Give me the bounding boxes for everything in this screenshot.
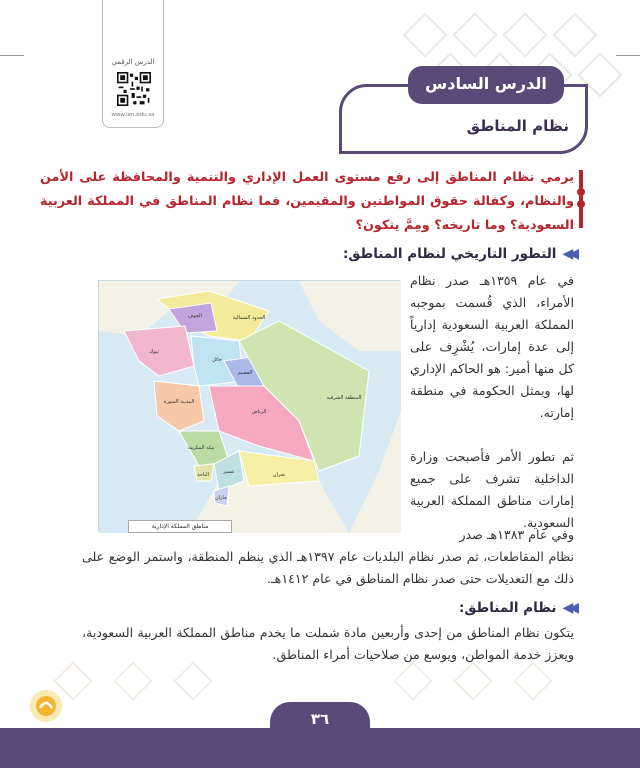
logo-icon bbox=[28, 688, 64, 724]
lesson-number: الدرس السادس bbox=[408, 66, 564, 104]
section-heading-text: نظام المناطق: bbox=[458, 600, 557, 616]
intro-paragraph: يرمي نظام المناطق إلى رفع مستوى العمل الإداري والتنمية والمحافظة على الأمن والنظام، وكفالة حقوق المواطنين والمقيمين، فما نظام المناطق في المملكة العربية السعودية؟ وما تاريخه؟ ومِمَّ يتكون؟ bbox=[40, 170, 574, 233]
region-label: نجران bbox=[272, 472, 286, 478]
paragraph-regions: يتكون نظام المناطق من إحدى وأربعين مادة شملت ما يخدم مناطق المملكة العربية السعودية، ويعزز خدمة المواطن، ويوسع من صلاحيات أمراء المناطق. bbox=[82, 625, 574, 662]
lesson-title: نظام المناطق bbox=[466, 117, 569, 135]
region-label: جازان bbox=[214, 495, 228, 501]
chevron-icon: ◀◀ bbox=[562, 600, 574, 616]
page-number: ٣٦ bbox=[310, 710, 330, 728]
region-label: المدينة المنورة bbox=[163, 399, 195, 405]
section-heading-text: التطور التاريخي لنظام المناطق: bbox=[342, 246, 557, 262]
region-label: الباحة bbox=[197, 472, 209, 478]
paragraph-history-2: ثم تطور الأمر فأصبحت وزارة الداخلية تشرف على جميع إمارات مناطق المملكة العربية السعودية. bbox=[410, 449, 574, 530]
region-label: الرياض bbox=[251, 409, 267, 415]
saudi-regions-map bbox=[98, 280, 400, 532]
crop-mark bbox=[0, 55, 24, 56]
section-heading-regions bbox=[459, 600, 574, 616]
chevron-icon: ◀◀ bbox=[562, 246, 574, 262]
region-label: الجوف bbox=[188, 313, 202, 319]
paragraph-history-3-start: وفي عام ١٣٨٣هـ صدر bbox=[459, 527, 574, 542]
qr-code-icon[interactable] bbox=[117, 72, 151, 106]
region-label: مكة المكرمة bbox=[187, 445, 215, 451]
region-label: حائل bbox=[212, 357, 222, 363]
page-number-tab bbox=[270, 702, 370, 740]
qr-url[interactable]: www.ien.edu.sa bbox=[111, 112, 155, 118]
digital-lesson-card[interactable] bbox=[102, 0, 164, 128]
paragraph-history-1: في عام ١٣٥٩هـ صدر نظام الأمراء، الذي قُسمت بموجبه المملكة العربية السعودية إدارياً إلى عدة إمارات، يُشْرِف على كل منها أمير: هو الحاكم الإداري لها، ويمثل الحكومة في منطقة إمارته. bbox=[410, 273, 574, 420]
region-label: المنطقة الشرقية bbox=[326, 395, 362, 401]
region-label: عسير bbox=[223, 469, 235, 475]
section-heading-history bbox=[343, 246, 574, 262]
region-label: تبوك bbox=[149, 349, 159, 355]
intro-marker-icon bbox=[576, 170, 586, 228]
region-label: القصيم bbox=[237, 370, 253, 376]
paragraph-history-3: نظام المقاطعات، ثم صدر نظام البلديات عام ١٣٩٧هـ الذي ينظم المنطقة، واستمر الوضع على ذلك مع التعديلات حتى صدر نظام المناطق في عام ١٤١٢هـ. bbox=[82, 549, 574, 586]
crop-mark bbox=[616, 55, 640, 56]
region-label: الحدود الشمالية bbox=[232, 315, 266, 321]
qr-title: الدرس الرقمي bbox=[111, 58, 155, 66]
map-caption: مناطق المملكة الإدارية bbox=[128, 520, 232, 533]
map-graphic bbox=[99, 281, 401, 533]
